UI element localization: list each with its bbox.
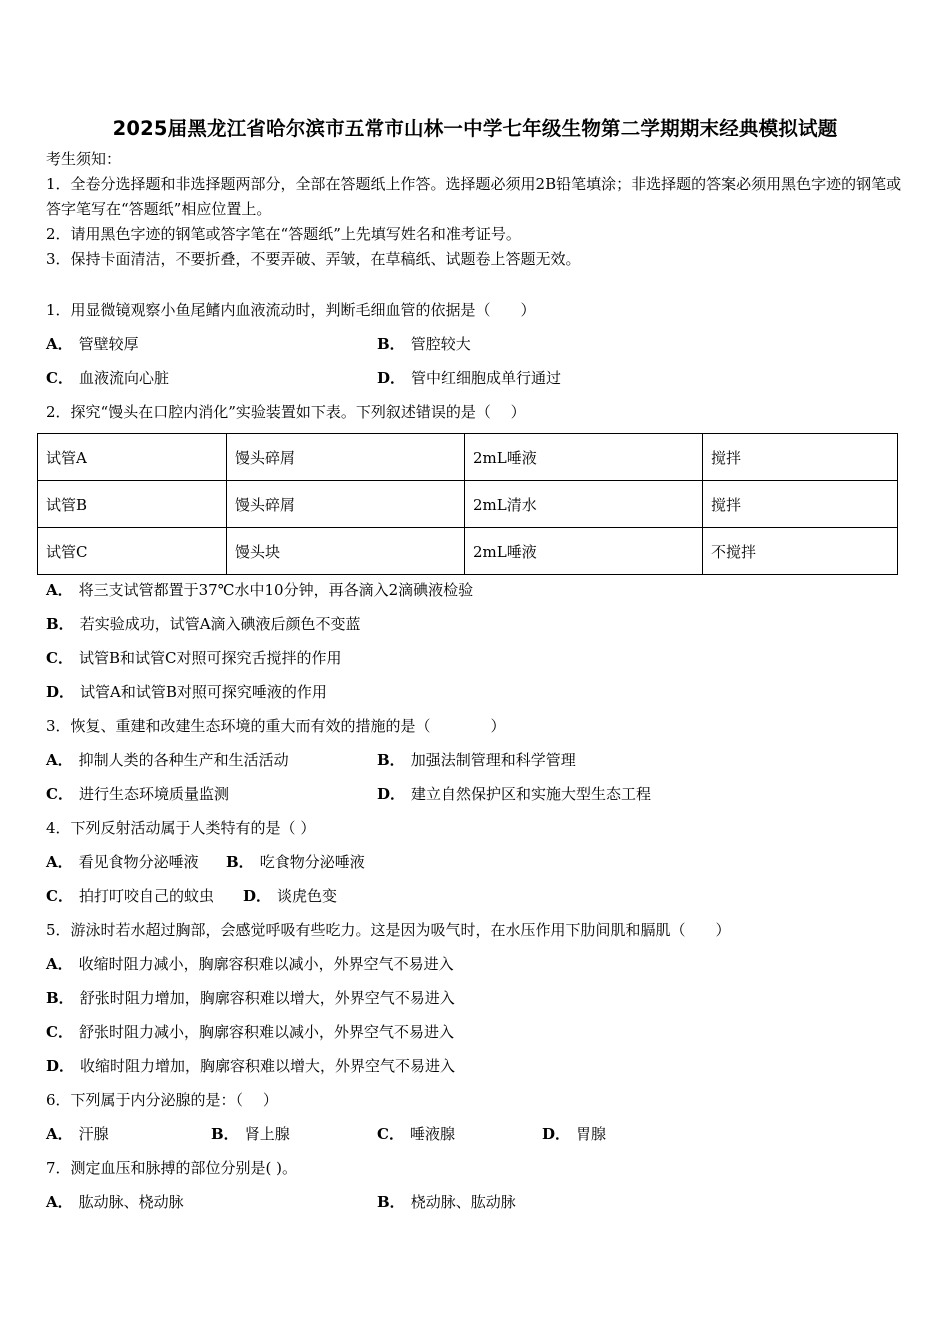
option-letter: A． [46,581,73,599]
option-letter: C． [46,649,73,667]
option-letter: D． [46,683,75,701]
option-letter: B． [211,1125,239,1143]
option[interactable] [46,614,361,634]
option[interactable] [46,750,289,770]
option[interactable] [243,886,337,906]
page-title: 2025届黑龙江省哈尔滨市五常市山林一中学七年级生物第二学期期末经典模拟试题 [112,117,838,140]
option-letter: B． [46,989,74,1007]
table-cell: 馒头块 [227,528,465,575]
option-text: 胃腺 [576,1125,607,1143]
table-cell: 2mL唾液 [465,528,703,575]
option[interactable] [211,1124,290,1144]
table-cell: 不搅拌 [703,528,898,575]
option-text: 拍打叮咬自己的蚊虫 [78,887,214,905]
table-cell: 2mL清水 [465,481,703,528]
notice [46,147,906,272]
option-text: 肾上腺 [244,1125,290,1143]
option-letter: C． [46,785,73,803]
option-letter: B． [377,751,405,769]
option[interactable] [46,784,229,804]
option-text: 肱动脉、桡动脉 [78,1193,184,1211]
table-cell: 试管C [38,528,227,575]
option[interactable] [377,368,561,388]
option-letter: C． [46,369,73,387]
table-row [38,528,898,575]
option-text: 舒张时阻力增加，胸廓容积难以增大，外界空气不易进入 [79,989,455,1007]
option-text: 进行生态环境质量监测 [78,785,229,803]
option-text: 将三支试管都置于37℃水中10分钟，再各滴入2滴碘液检验 [78,581,474,599]
option-text: 若实验成功，试管A滴入碘液后颜色不变蓝 [79,615,361,633]
option-text: 汗腺 [78,1125,109,1143]
table-cell: 2mL唾液 [465,434,703,481]
option[interactable] [46,1124,109,1144]
option-letter: A． [46,955,73,973]
question-stem: 4．下列反射活动属于人类特有的是（ ） [46,819,316,837]
option[interactable] [46,886,214,906]
option-text: 加强法制管理和科学管理 [410,751,576,769]
option-text: 唾液腺 [409,1125,455,1143]
option[interactable] [46,954,454,974]
table-cell: 搅拌 [703,481,898,528]
option[interactable] [46,334,139,354]
option-letter: A． [46,1193,73,1211]
option[interactable] [542,1124,606,1144]
table-row [38,434,898,481]
option-letter: B． [46,615,74,633]
option-letter: D． [243,887,272,905]
table-cell: 馒头碎屑 [227,481,465,528]
option-letter: B． [377,1193,405,1211]
option-text: 谈虎色变 [277,887,338,905]
option[interactable] [377,750,576,770]
option[interactable] [46,648,341,668]
option[interactable] [377,334,471,354]
question-stem: 6．下列属于内分泌腺的是：（ ） [46,1091,278,1109]
question-stem: 2．探究“馒头在口腔内消化”实验装置如下表。下列叙述错误的是（ ） [46,403,526,421]
option[interactable] [46,368,169,388]
option[interactable] [226,852,365,872]
option[interactable] [46,1192,184,1212]
option[interactable] [377,1124,455,1144]
notice-item: 1．全卷分选择题和非选择题两部分，全部在答题纸上作答。选择题必须用2B铅笔填涂；非选择题的答案必须用黑色字迹的钢笔或答字笔写在“答题纸”相应位置上。 [46,175,902,218]
table-row [38,481,898,528]
option-text: 看见食物分泌唾液 [78,853,199,871]
table-cell: 试管B [38,481,227,528]
option-letter: D． [46,1057,75,1075]
question-stem: 5．游泳时若水超过胸部，会感觉呼吸有些吃力。这是因为吸气时，在水压作用下肋间肌和膈肌（ ） [46,921,731,939]
option[interactable] [46,988,455,1008]
table-cell: 搅拌 [703,434,898,481]
question-stem: 1．用显微镜观察小鱼尾鳍内血液流动时，判断毛细血管的依据是（ ） [46,301,536,319]
option[interactable] [46,1022,454,1042]
option-text: 抑制人类的各种生产和生活活动 [78,751,289,769]
experiment-table [37,433,898,575]
option-text: 舒张时阻力减小，胸廓容积难以减小，外界空气不易进入 [78,1023,454,1041]
option-letter: B． [226,853,254,871]
option-text: 桡动脉、肱动脉 [410,1193,516,1211]
notice-item: 2．请用黑色字迹的钢笔或答字笔在“答题纸”上先填写姓名和准考证号。 [46,225,521,243]
option-letter: A． [46,853,73,871]
notice-heading: 考生须知： [46,150,122,168]
option-letter: D． [377,369,406,387]
table-cell: 馒头碎屑 [227,434,465,481]
question-stem: 7．测定血压和脉搏的部位分别是( )。 [46,1159,298,1177]
option-letter: A． [46,335,73,353]
option-letter: D． [377,785,406,803]
option-text: 吃食物分泌唾液 [259,853,365,871]
option[interactable] [377,784,651,804]
option-text: 收缩时阻力增加，胸廓容积难以增大，外界空气不易进入 [80,1057,456,1075]
option[interactable] [46,1056,455,1076]
option-text: 建立自然保护区和实施大型生态工程 [411,785,652,803]
option[interactable] [377,1192,516,1212]
option-letter: C． [377,1125,404,1143]
option-text: 管腔较大 [410,335,471,353]
option-text: 管中红细胞成单行通过 [411,369,562,387]
option-letter: C． [46,1023,73,1041]
option[interactable] [46,852,199,872]
question-stem: 3．恢复、重建和改建生态环境的重大而有效的措施的是（ ） [46,717,506,735]
option-letter: B． [377,335,405,353]
option-text: 管壁较厚 [78,335,139,353]
option[interactable] [46,580,473,600]
option-letter: A． [46,751,73,769]
option-letter: A． [46,1125,73,1143]
notice-item: 3．保持卡面清洁，不要折叠，不要弄破、弄皱，在草稿纸、试题卷上答题无效。 [46,250,581,268]
option-letter: D． [542,1125,571,1143]
option-text: 试管B和试管C对照可探究舌搅拌的作用 [78,649,342,667]
table-cell: 试管A [38,434,227,481]
option-text: 收缩时阻力减小，胸廓容积难以减小，外界空气不易进入 [78,955,454,973]
option-text: 试管A和试管B对照可探究唾液的作用 [80,683,327,701]
option-letter: C． [46,887,73,905]
option-text: 血液流向心脏 [78,369,169,387]
option[interactable] [46,682,327,702]
